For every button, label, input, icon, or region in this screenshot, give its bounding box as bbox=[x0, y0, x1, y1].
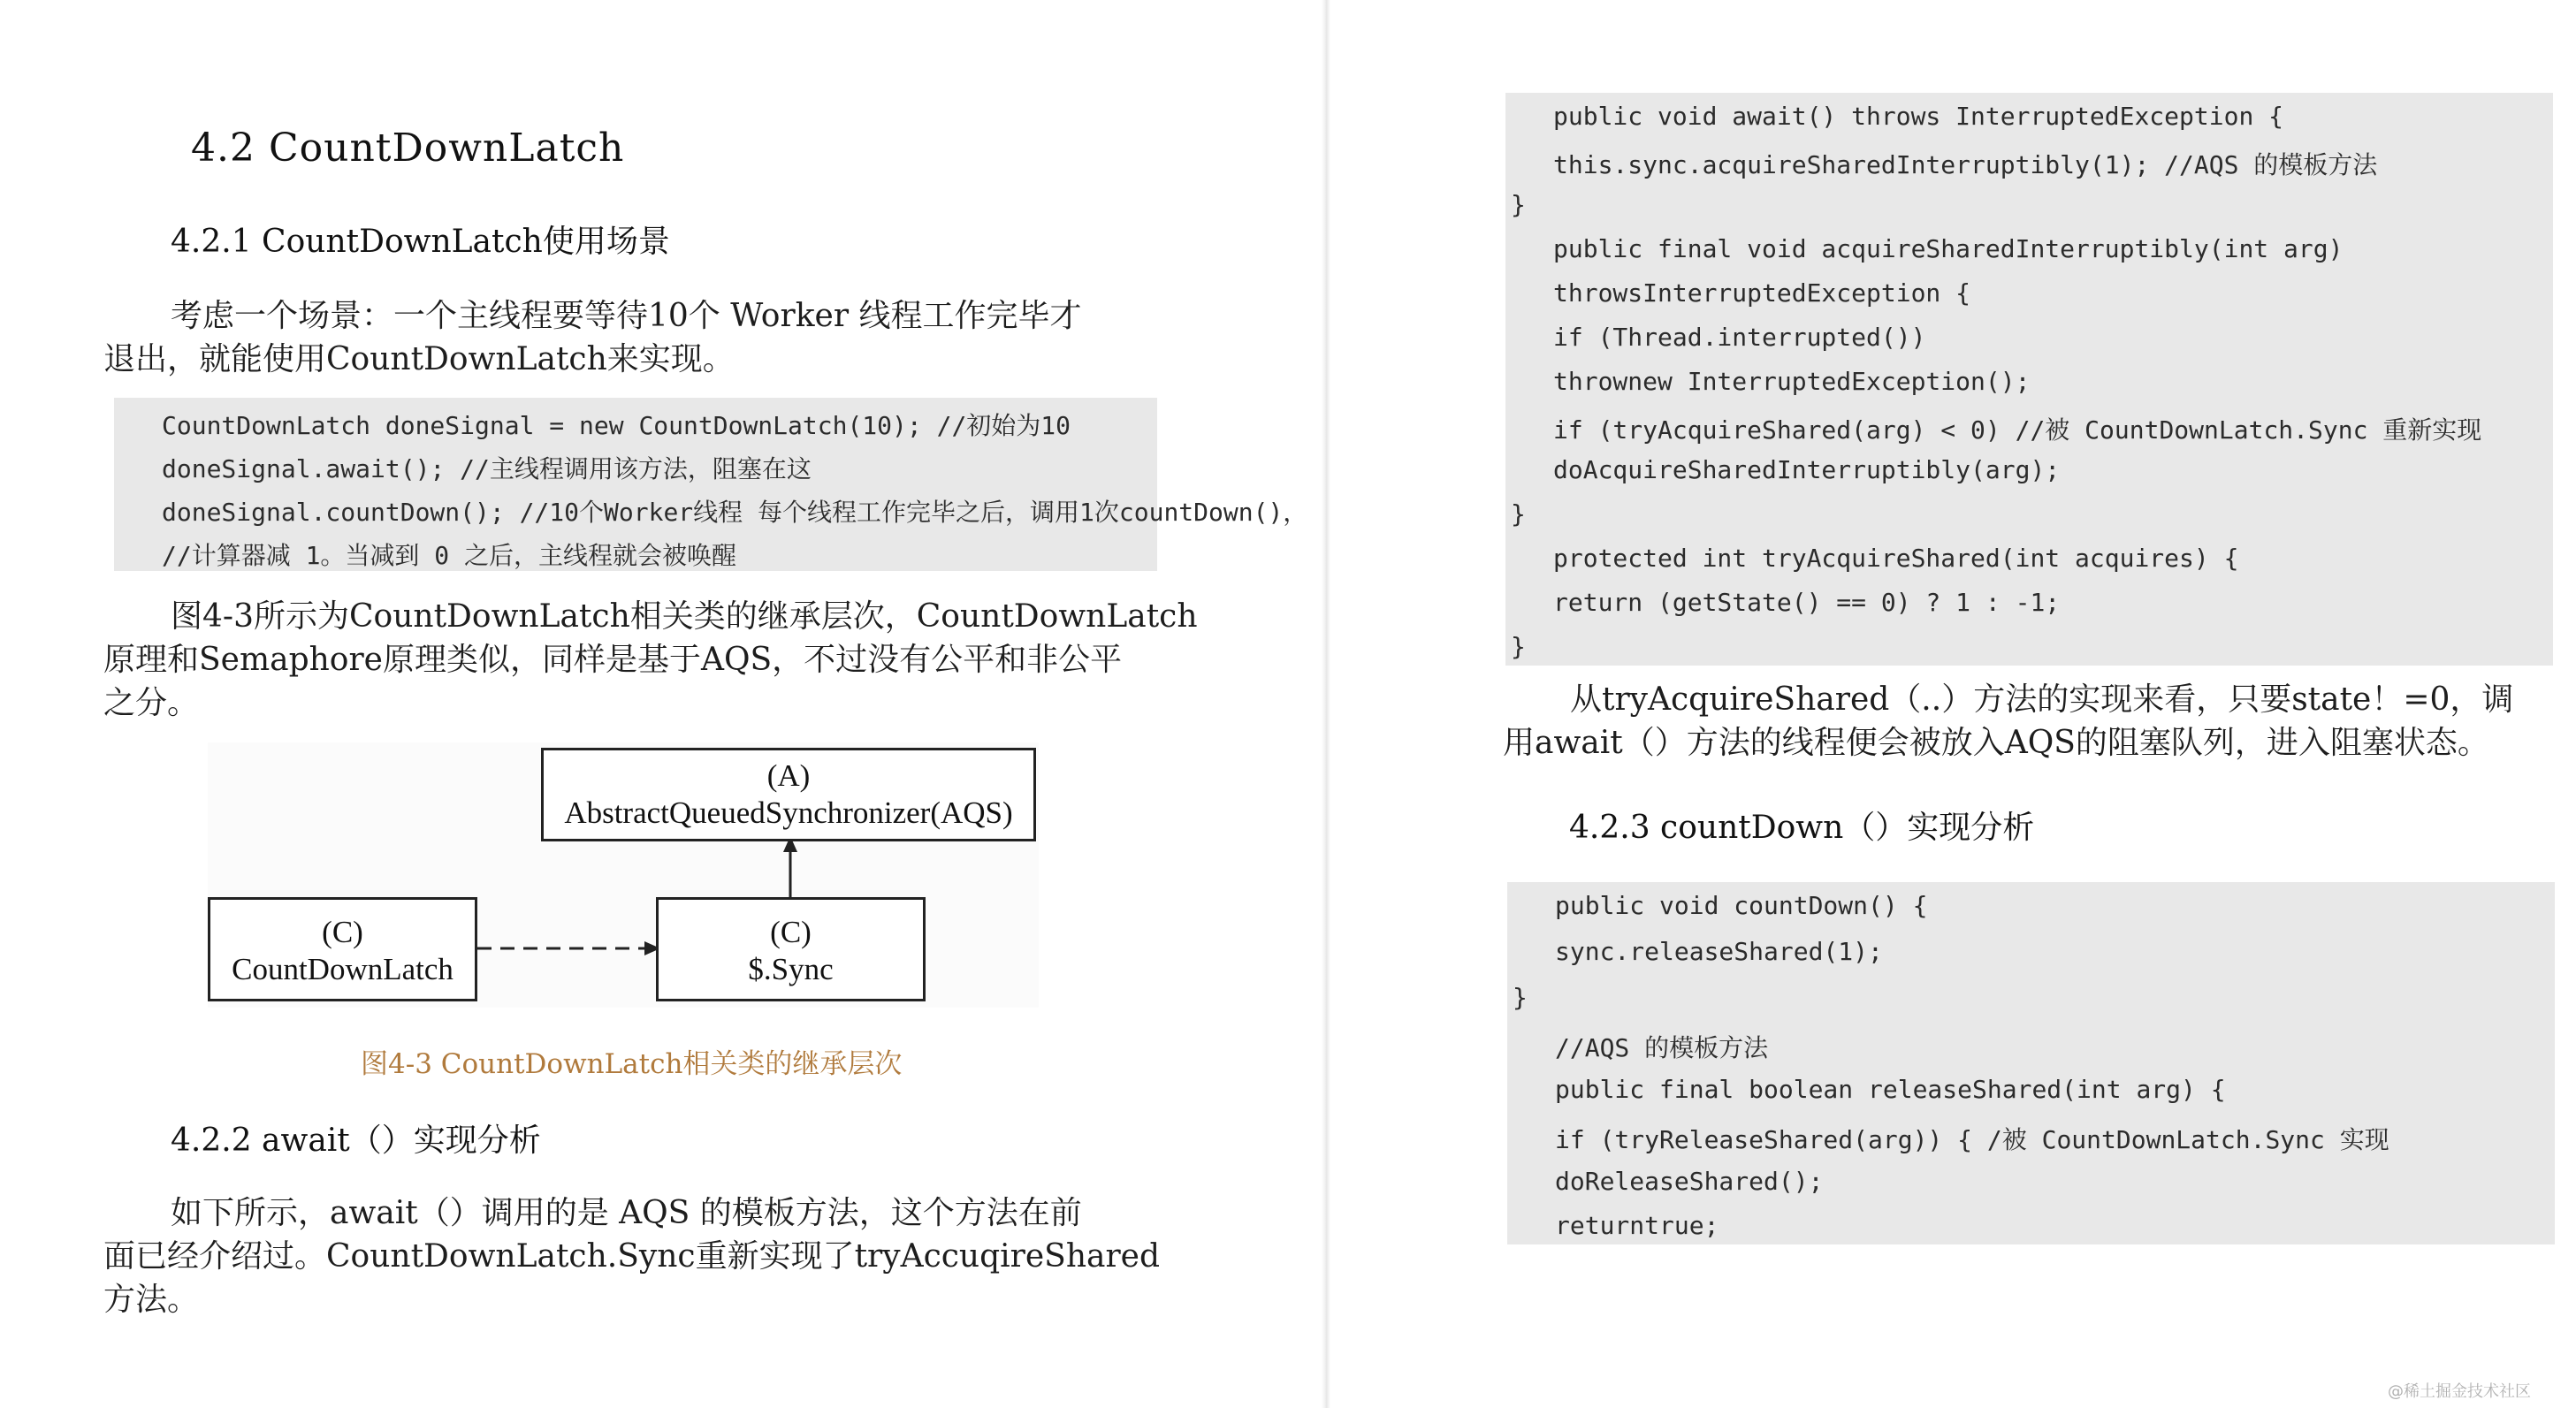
code-line: } bbox=[1511, 190, 1526, 219]
code-block-countdown bbox=[1507, 882, 2555, 1244]
subsection-title-await: 4.2.2 await（）实现分析 bbox=[171, 1123, 541, 1159]
class-hierarchy-diagram bbox=[208, 742, 1039, 1008]
right-page bbox=[1330, 0, 2576, 1408]
paragraph-line: 用await（）方法的线程便会被放入AQS的阻塞队列，进入阻塞状态。 bbox=[1503, 725, 2489, 761]
paragraph-hierarchy bbox=[103, 595, 1198, 725]
code-line: thrownew InterruptedException(); bbox=[1553, 367, 2031, 396]
class-stereotype: (A) bbox=[766, 758, 811, 793]
paragraph-line: 如下所示，await（）调用的是 AQS 的模板方法，这个方法在前 bbox=[171, 1195, 1082, 1231]
figure-caption: 图4-3 CountDownLatch相关类的继承层次 bbox=[361, 1048, 903, 1080]
paragraph-line: 考虑一个场景：一个主线程要等待10个 Worker 线程工作完毕才 bbox=[171, 298, 1082, 334]
code-line: sync.releaseShared(1); bbox=[1555, 937, 1883, 966]
code-line: CountDownLatch doneSignal = new CountDownLatch(10); //初始为10 bbox=[162, 411, 1071, 440]
code-line: //计算器减 1。当减到 0 之后，主线程就会被唤醒 bbox=[162, 541, 737, 570]
code-line: this.sync.acquireSharedInterruptibly(1); //AQS 的模板方法 bbox=[1553, 150, 2378, 179]
code-line: throwsInterruptedException { bbox=[1553, 278, 1971, 308]
class-stereotype: (C) bbox=[322, 915, 363, 949]
paragraph-line: 图4-3所示为CountDownLatch相关类的继承层次，CountDownLatch bbox=[171, 598, 1198, 635]
paragraph-line: 原理和Semaphore原理类似，同样是基于AQS，不过没有公平和非公平 bbox=[103, 642, 1123, 678]
code-line: return (getState() == 0) ? 1 : -1; bbox=[1553, 588, 2061, 617]
paragraph-line: 从tryAcquireShared（..）方法的实现来看，只要state！=0，调 bbox=[1570, 681, 2514, 718]
code-line: if (tryAcquireShared(arg) < 0) //被 CountDownLatch.Sync 重新实现 bbox=[1553, 415, 2482, 445]
code-line: doneSignal.await(); //主线程调用该方法，阻塞在这 bbox=[162, 454, 812, 483]
code-block-await bbox=[1505, 93, 2553, 666]
class-stereotype: (C) bbox=[770, 915, 812, 949]
code-line: if (Thread.interrupted()) bbox=[1553, 323, 1926, 352]
code-block-usage bbox=[114, 398, 1308, 571]
paragraph-line: 方法。 bbox=[103, 1282, 200, 1318]
code-line: public void await() throws InterruptedException { bbox=[1553, 102, 2284, 131]
paragraph-await bbox=[103, 1191, 1160, 1321]
class-name: CountDownLatch bbox=[232, 952, 453, 986]
code-line: doAcquireSharedInterruptibly(arg); bbox=[1553, 455, 2061, 484]
watermark: @稀土掘金技术社区 bbox=[2388, 1382, 2531, 1401]
paragraph-line: 面已经介绍过。CountDownLatch.Sync重新实现了tryAccuqireShared bbox=[103, 1238, 1161, 1275]
code-line: //AQS 的模板方法 bbox=[1555, 1033, 1769, 1062]
subsection-title-usage: 4.2.1 CountDownLatch使用场景 bbox=[171, 224, 670, 260]
class-name: $.Sync bbox=[748, 952, 834, 986]
code-line: public void countDown() { bbox=[1555, 891, 1928, 920]
code-line: } bbox=[1511, 499, 1526, 529]
class-box-aqs bbox=[541, 748, 1036, 841]
paragraph-scenario bbox=[103, 294, 1081, 381]
code-line: public final void acquireSharedInterruptibly(int arg) bbox=[1553, 234, 2344, 263]
class-box-sync bbox=[656, 897, 926, 1001]
code-line: if (tryReleaseShared(arg)) { /被 CountDownLatch.Sync 实现 bbox=[1555, 1125, 2389, 1154]
paragraph-line: 之分。 bbox=[103, 685, 200, 721]
code-line: public final boolean releaseShared(int arg) { bbox=[1555, 1075, 2226, 1104]
code-line: } bbox=[1511, 632, 1526, 661]
code-line: doReleaseShared(); bbox=[1555, 1167, 1824, 1196]
code-line: } bbox=[1513, 983, 1528, 1012]
paragraph-tryacquireshared bbox=[1503, 678, 2513, 765]
class-box-countdownlatch bbox=[208, 897, 477, 1001]
code-line: protected int tryAcquireShared(int acquires) { bbox=[1553, 544, 2239, 573]
code-line: returntrue; bbox=[1555, 1211, 1719, 1240]
book-gutter bbox=[1322, 0, 1330, 1408]
paragraph-line: 退出，就能使用CountDownLatch来实现。 bbox=[103, 341, 735, 377]
section-title: 4.2 CountDownLatch bbox=[191, 126, 625, 171]
class-name: AbstractQueuedSynchronizer(AQS) bbox=[564, 795, 1013, 830]
code-line: doneSignal.countDown(); //10个Worker线程 每个线程工作完毕之后，调用1次countDown()， bbox=[162, 498, 1308, 527]
subsection-title-countdown: 4.2.3 countDown（）实现分析 bbox=[1569, 810, 2035, 846]
